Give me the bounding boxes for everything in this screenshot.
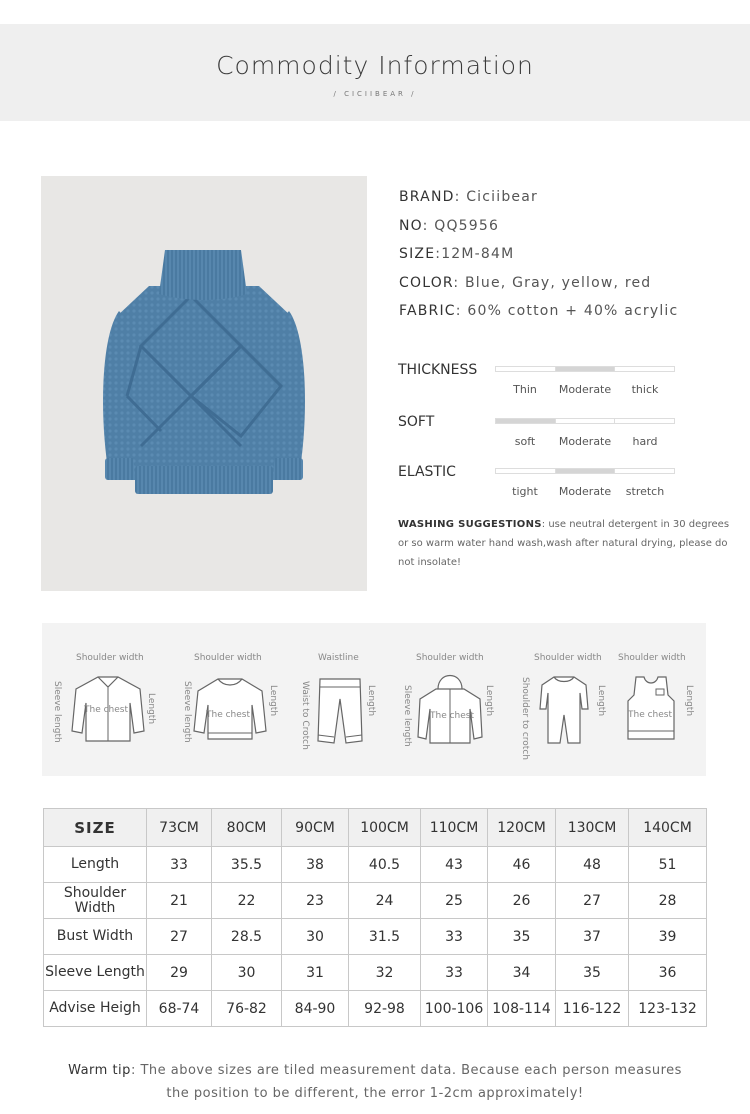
table-cell: 31 xyxy=(282,955,349,991)
garment-vest xyxy=(614,623,706,776)
table-cell: 33 xyxy=(421,919,488,955)
spec-key: BRAND xyxy=(399,189,455,205)
warm-tip-text: : The above sizes are tiled measurement data. Because each person measures xyxy=(130,1063,682,1078)
spec-key: NO xyxy=(399,217,423,234)
romper-icon xyxy=(538,673,590,747)
table-cell: 100-106 xyxy=(421,991,488,1027)
table-cell: 25 xyxy=(421,883,488,919)
measure-left-label: Waist to Crotch xyxy=(300,681,310,750)
brand-subtitle: / CICIIBEAR / xyxy=(333,90,417,98)
measure-top-label: Shoulder width xyxy=(416,653,484,663)
table-row xyxy=(44,847,707,883)
table-cell: 28.5 xyxy=(212,919,282,955)
row-label: Advise Heigh xyxy=(44,991,147,1027)
table-cell: 32 xyxy=(349,955,421,991)
table-row xyxy=(44,883,707,919)
measurement-guide xyxy=(42,623,706,776)
rating-option: hard xyxy=(632,435,658,448)
rating-segment-selected xyxy=(556,469,616,473)
washing-key: WASHING SUGGESTIONS xyxy=(398,519,542,530)
garment-romper xyxy=(516,623,606,776)
table-cell: 46 xyxy=(488,847,556,883)
table-cell: 29 xyxy=(147,955,212,991)
table-cell: 76-82 xyxy=(212,991,282,1027)
size-table-header xyxy=(44,809,707,847)
size-column-header: 73CM xyxy=(147,809,212,847)
rating-option: soft xyxy=(514,435,536,448)
size-column-header: 90CM xyxy=(282,809,349,847)
spec-sep: : xyxy=(435,246,442,262)
measure-left-label: Sleeve length xyxy=(402,685,412,747)
rating-options xyxy=(495,383,675,396)
hoodie-icon xyxy=(416,669,484,747)
measure-inner-label: The chest xyxy=(206,710,251,720)
table-cell: 36 xyxy=(629,955,707,991)
spec-key: SIZE xyxy=(399,246,436,262)
table-cell: 48 xyxy=(556,847,629,883)
measure-top-label: Shoulder width xyxy=(194,653,262,663)
rating-option: Moderate xyxy=(558,383,612,396)
spec-brand xyxy=(399,189,739,218)
rating-bar xyxy=(495,366,675,372)
table-cell: 35.5 xyxy=(212,847,282,883)
table-cell: 37 xyxy=(556,919,629,955)
table-cell: 40.5 xyxy=(349,847,421,883)
warm-tip-line1 xyxy=(0,1059,750,1082)
spec-size xyxy=(399,246,739,275)
warm-tip-key: Warm tip xyxy=(68,1063,131,1078)
table-cell: 84-90 xyxy=(282,991,349,1027)
warm-tip xyxy=(0,1059,750,1105)
table-cell: 24 xyxy=(349,883,421,919)
page-title: Commodity Information xyxy=(216,51,534,80)
table-cell: 39 xyxy=(629,919,707,955)
table-cell: 35 xyxy=(488,919,556,955)
row-label: Sleeve Length xyxy=(44,955,147,991)
washing-suggestions xyxy=(398,515,738,572)
size-column-header: 110CM xyxy=(421,809,488,847)
table-cell: 51 xyxy=(629,847,707,883)
size-column-header: 100CM xyxy=(349,809,421,847)
spec-value: Blue, Gray, yellow, red xyxy=(465,274,652,291)
size-column-header: 130CM xyxy=(556,809,629,847)
rating-label: THICKNESS xyxy=(398,362,478,378)
measure-right-label: Length xyxy=(684,685,694,717)
sweater-icon xyxy=(192,675,268,743)
rating-segment xyxy=(496,367,556,371)
rating-option: tight xyxy=(512,485,538,498)
spec-color xyxy=(399,275,739,304)
spec-fabric xyxy=(399,303,739,332)
rating-option: thick xyxy=(631,383,659,396)
table-cell: 33 xyxy=(147,847,212,883)
rating-bar xyxy=(495,468,675,474)
garment-sweater xyxy=(172,623,282,776)
table-cell: 108-114 xyxy=(488,991,556,1027)
rating-option: Thin xyxy=(513,383,537,396)
spec-sep: : xyxy=(455,303,468,319)
measure-right-label: Length xyxy=(366,685,376,717)
measure-top-label: Waistline xyxy=(318,653,359,663)
rating-label: ELASTIC xyxy=(398,464,456,480)
table-cell: 22 xyxy=(212,883,282,919)
table-row xyxy=(44,991,707,1027)
spec-sep: : xyxy=(453,274,465,291)
rating-option: Moderate xyxy=(558,435,612,448)
rating-option: Moderate xyxy=(558,485,612,498)
rating-segment xyxy=(615,469,674,473)
table-cell: 27 xyxy=(147,919,212,955)
spec-sep: : xyxy=(422,217,435,234)
table-cell: 27 xyxy=(556,883,629,919)
table-cell: 33 xyxy=(421,955,488,991)
sweater-illustration xyxy=(41,176,367,591)
size-header-label: SIZE xyxy=(44,809,147,847)
pants-icon xyxy=(316,675,364,747)
garment-pants xyxy=(294,623,384,776)
rating-segment xyxy=(615,419,674,423)
measure-inner-label: The chest xyxy=(430,711,475,721)
measure-right-label: Length xyxy=(596,685,606,717)
size-column-header: 120CM xyxy=(488,809,556,847)
table-cell: 23 xyxy=(282,883,349,919)
table-cell: 30 xyxy=(212,955,282,991)
measure-left-label: Sleeve length xyxy=(182,681,192,743)
spec-key: COLOR xyxy=(399,274,454,291)
spec-value: 12M-84M xyxy=(441,246,515,262)
spec-key: FABRIC xyxy=(399,303,456,319)
table-cell: 35 xyxy=(556,955,629,991)
rating-segment xyxy=(615,367,674,371)
table-cell: 34 xyxy=(488,955,556,991)
spec-value: Ciciibear xyxy=(466,189,538,205)
measure-inner-label: The chest xyxy=(84,705,129,715)
washing-text: : use neutral detergent in 30 degrees or so warm water hand wash,wash after natural drying, please do not insolate! xyxy=(398,519,730,568)
measure-top-label: Shoulder width xyxy=(76,653,144,663)
size-column-header: 140CM xyxy=(629,809,707,847)
table-row xyxy=(44,919,707,955)
size-table xyxy=(43,808,707,1027)
spec-sep: : xyxy=(454,189,467,205)
table-row xyxy=(44,955,707,991)
table-cell: 92-98 xyxy=(349,991,421,1027)
row-label: Bust Width xyxy=(44,919,147,955)
measure-inner-label: The chest xyxy=(628,710,673,720)
rating-segment-selected xyxy=(496,419,556,423)
table-cell: 123-132 xyxy=(629,991,707,1027)
garment-hoodie xyxy=(396,623,506,776)
rating-option: stretch xyxy=(625,485,665,498)
measure-top-label: Shoulder width xyxy=(534,653,602,663)
rating-options xyxy=(495,485,675,498)
spec-value: QQ5956 xyxy=(434,217,500,234)
spec-list xyxy=(399,189,739,332)
rating-segment xyxy=(496,469,556,473)
table-cell: 68-74 xyxy=(147,991,212,1027)
row-label: Shoulder Width xyxy=(44,883,147,919)
table-cell: 30 xyxy=(282,919,349,955)
table-cell: 43 xyxy=(421,847,488,883)
rating-label: SOFT xyxy=(398,414,435,430)
table-cell: 28 xyxy=(629,883,707,919)
table-cell: 21 xyxy=(147,883,212,919)
garment-shirt xyxy=(50,623,160,776)
rating-segment xyxy=(556,419,616,423)
rating-options xyxy=(495,435,675,448)
size-column-header: 80CM xyxy=(212,809,282,847)
table-cell: 116-122 xyxy=(556,991,629,1027)
table-cell: 26 xyxy=(488,883,556,919)
header-banner xyxy=(0,24,750,121)
row-label: Length xyxy=(44,847,147,883)
table-cell: 31.5 xyxy=(349,919,421,955)
spec-no xyxy=(399,218,739,247)
rating-segment-selected xyxy=(556,367,616,371)
spec-value: 60% cotton + 40% acrylic xyxy=(467,303,679,319)
measure-right-label: Length xyxy=(268,685,278,717)
measure-right-label: Length xyxy=(146,693,156,725)
product-image xyxy=(41,176,367,591)
warm-tip-line2: the position to be different, the error 1-2cm approximately! xyxy=(166,1086,584,1101)
rating-bar xyxy=(495,418,675,424)
measure-left-label: Sleeve length xyxy=(52,681,62,743)
measure-left-label: Shoulder to crotch xyxy=(520,677,530,760)
vest-icon xyxy=(624,673,678,743)
measure-right-label: Length xyxy=(484,685,494,717)
table-cell: 38 xyxy=(282,847,349,883)
measure-top-label: Shoulder width xyxy=(618,653,686,663)
